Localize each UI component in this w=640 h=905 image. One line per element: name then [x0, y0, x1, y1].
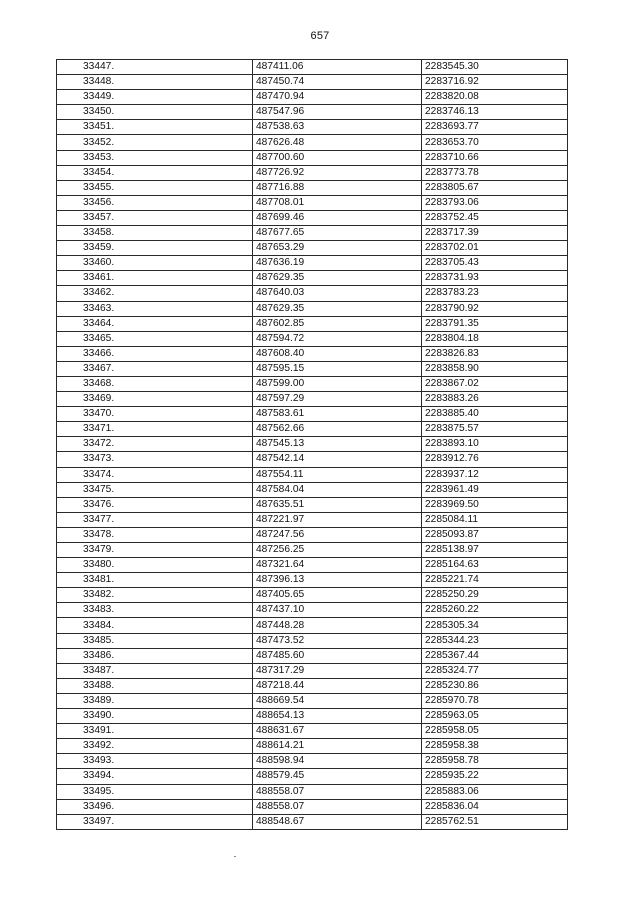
x-coordinate-cell: 487677.65 [253, 226, 422, 241]
point-id-cell: 33458. [57, 226, 253, 241]
x-coordinate-cell: 487583.61 [253, 407, 422, 422]
table-row [57, 195, 568, 210]
x-coordinate-cell: 488558.07 [253, 784, 422, 799]
point-id-cell: 33488. [57, 678, 253, 693]
y-coordinate-cell: 2283793.06 [422, 195, 568, 210]
table-row [57, 739, 568, 754]
x-coordinate-cell: 487542.14 [253, 452, 422, 467]
x-coordinate-cell: 487485.60 [253, 648, 422, 663]
point-id-cell: 33494. [57, 769, 253, 784]
point-id-cell: 33462. [57, 286, 253, 301]
point-id-cell: 33491. [57, 724, 253, 739]
point-id-cell: 33477. [57, 512, 253, 527]
table-row [57, 814, 568, 829]
y-coordinate-cell: 2285324.77 [422, 663, 568, 678]
coordinates-table [56, 59, 568, 830]
point-id-cell: 33490. [57, 709, 253, 724]
table-row [57, 135, 568, 150]
table-row [57, 376, 568, 391]
y-coordinate-cell: 2285260.22 [422, 603, 568, 618]
y-coordinate-cell: 2285958.78 [422, 754, 568, 769]
point-id-cell: 33448. [57, 75, 253, 90]
point-id-cell: 33457. [57, 210, 253, 225]
x-coordinate-cell: 487597.29 [253, 392, 422, 407]
x-coordinate-cell: 487608.40 [253, 346, 422, 361]
point-id-cell: 33473. [57, 452, 253, 467]
y-coordinate-cell: 2283893.10 [422, 437, 568, 452]
table-row [57, 588, 568, 603]
table-row [57, 678, 568, 693]
coordinates-table-body [57, 60, 568, 830]
table-row [57, 693, 568, 708]
table-row [57, 482, 568, 497]
table-row [57, 60, 568, 75]
y-coordinate-cell: 2283717.39 [422, 226, 568, 241]
point-id-cell: 33476. [57, 497, 253, 512]
y-coordinate-cell: 2283716.92 [422, 75, 568, 90]
point-id-cell: 33492. [57, 739, 253, 754]
table-row [57, 407, 568, 422]
x-coordinate-cell: 487473.52 [253, 633, 422, 648]
x-coordinate-cell: 488631.67 [253, 724, 422, 739]
x-coordinate-cell: 487700.60 [253, 150, 422, 165]
table-row [57, 754, 568, 769]
x-coordinate-cell: 488548.67 [253, 814, 422, 829]
table-row [57, 256, 568, 271]
point-id-cell: 33481. [57, 573, 253, 588]
point-id-cell: 33447. [57, 60, 253, 75]
point-id-cell: 33470. [57, 407, 253, 422]
point-id-cell: 33472. [57, 437, 253, 452]
point-id-cell: 33453. [57, 150, 253, 165]
point-id-cell: 33452. [57, 135, 253, 150]
x-coordinate-cell: 487448.28 [253, 618, 422, 633]
y-coordinate-cell: 2283826.83 [422, 346, 568, 361]
y-coordinate-cell: 2285970.78 [422, 693, 568, 708]
x-coordinate-cell: 488579.45 [253, 769, 422, 784]
x-coordinate-cell: 487599.00 [253, 376, 422, 391]
point-id-cell: 33461. [57, 271, 253, 286]
x-coordinate-cell: 487221.97 [253, 512, 422, 527]
x-coordinate-cell: 488654.13 [253, 709, 422, 724]
table-row [57, 799, 568, 814]
x-coordinate-cell: 488614.21 [253, 739, 422, 754]
scan-speck [234, 856, 236, 857]
y-coordinate-cell: 2283752.45 [422, 210, 568, 225]
table-row [57, 558, 568, 573]
table-row [57, 527, 568, 542]
table-row [57, 210, 568, 225]
point-id-cell: 33463. [57, 301, 253, 316]
y-coordinate-cell: 2285935.22 [422, 769, 568, 784]
x-coordinate-cell: 487396.13 [253, 573, 422, 588]
table-row [57, 709, 568, 724]
y-coordinate-cell: 2283805.67 [422, 180, 568, 195]
x-coordinate-cell: 487595.15 [253, 361, 422, 376]
point-id-cell: 33451. [57, 120, 253, 135]
y-coordinate-cell: 2285164.63 [422, 558, 568, 573]
table-row [57, 286, 568, 301]
table-row [57, 150, 568, 165]
x-coordinate-cell: 487699.46 [253, 210, 422, 225]
point-id-cell: 33489. [57, 693, 253, 708]
y-coordinate-cell: 2283804.18 [422, 331, 568, 346]
table-row [57, 648, 568, 663]
point-id-cell: 33466. [57, 346, 253, 361]
point-id-cell: 33497. [57, 814, 253, 829]
point-id-cell: 33487. [57, 663, 253, 678]
y-coordinate-cell: 2283783.23 [422, 286, 568, 301]
x-coordinate-cell: 487321.64 [253, 558, 422, 573]
x-coordinate-cell: 487708.01 [253, 195, 422, 210]
x-coordinate-cell: 487653.29 [253, 241, 422, 256]
point-id-cell: 33460. [57, 256, 253, 271]
y-coordinate-cell: 2283883.26 [422, 392, 568, 407]
table-row [57, 452, 568, 467]
y-coordinate-cell: 2283731.93 [422, 271, 568, 286]
x-coordinate-cell: 487538.63 [253, 120, 422, 135]
x-coordinate-cell: 487584.04 [253, 482, 422, 497]
point-id-cell: 33455. [57, 180, 253, 195]
table-row [57, 573, 568, 588]
point-id-cell: 33474. [57, 467, 253, 482]
y-coordinate-cell: 2285367.44 [422, 648, 568, 663]
x-coordinate-cell: 487602.85 [253, 316, 422, 331]
point-id-cell: 33480. [57, 558, 253, 573]
x-coordinate-cell: 487405.65 [253, 588, 422, 603]
table-row [57, 512, 568, 527]
y-coordinate-cell: 2283746.13 [422, 105, 568, 120]
table-row [57, 226, 568, 241]
table-row [57, 180, 568, 195]
table-row [57, 75, 568, 90]
point-id-cell: 33483. [57, 603, 253, 618]
y-coordinate-cell: 2283858.90 [422, 361, 568, 376]
point-id-cell: 33478. [57, 527, 253, 542]
x-coordinate-cell: 487218.44 [253, 678, 422, 693]
x-coordinate-cell: 487716.88 [253, 180, 422, 195]
y-coordinate-cell: 2285084.11 [422, 512, 568, 527]
y-coordinate-cell: 2285093.87 [422, 527, 568, 542]
y-coordinate-cell: 2285305.34 [422, 618, 568, 633]
y-coordinate-cell: 2285230.86 [422, 678, 568, 693]
x-coordinate-cell: 487256.25 [253, 543, 422, 558]
point-id-cell: 33468. [57, 376, 253, 391]
point-id-cell: 33449. [57, 90, 253, 105]
y-coordinate-cell: 2285883.06 [422, 784, 568, 799]
table-row [57, 392, 568, 407]
point-id-cell: 33479. [57, 543, 253, 558]
y-coordinate-cell: 2283820.08 [422, 90, 568, 105]
table-row [57, 784, 568, 799]
point-id-cell: 33465. [57, 331, 253, 346]
x-coordinate-cell: 487640.03 [253, 286, 422, 301]
point-id-cell: 33484. [57, 618, 253, 633]
point-id-cell: 33493. [57, 754, 253, 769]
point-id-cell: 33496. [57, 799, 253, 814]
x-coordinate-cell: 488669.54 [253, 693, 422, 708]
x-coordinate-cell: 487726.92 [253, 165, 422, 180]
x-coordinate-cell: 487247.56 [253, 527, 422, 542]
page-number: 657 [310, 30, 330, 42]
table-row [57, 603, 568, 618]
y-coordinate-cell: 2283867.02 [422, 376, 568, 391]
x-coordinate-cell: 487437.10 [253, 603, 422, 618]
x-coordinate-cell: 487635.51 [253, 497, 422, 512]
table-row [57, 422, 568, 437]
x-coordinate-cell: 487450.74 [253, 75, 422, 90]
point-id-cell: 33482. [57, 588, 253, 603]
y-coordinate-cell: 2285221.74 [422, 573, 568, 588]
x-coordinate-cell: 487317.29 [253, 663, 422, 678]
point-id-cell: 33486. [57, 648, 253, 663]
y-coordinate-cell: 2283702.01 [422, 241, 568, 256]
x-coordinate-cell: 487554.11 [253, 467, 422, 482]
table-row [57, 618, 568, 633]
y-coordinate-cell: 2285344.23 [422, 633, 568, 648]
x-coordinate-cell: 487594.72 [253, 331, 422, 346]
table-row [57, 633, 568, 648]
table-row [57, 120, 568, 135]
table-row [57, 90, 568, 105]
table-row [57, 331, 568, 346]
table-row [57, 105, 568, 120]
y-coordinate-cell: 2283545.30 [422, 60, 568, 75]
table-row [57, 241, 568, 256]
y-coordinate-cell: 2283875.57 [422, 422, 568, 437]
table-row [57, 165, 568, 180]
point-id-cell: 33469. [57, 392, 253, 407]
y-coordinate-cell: 2285250.29 [422, 588, 568, 603]
y-coordinate-cell: 2285958.05 [422, 724, 568, 739]
point-id-cell: 33464. [57, 316, 253, 331]
point-id-cell: 33454. [57, 165, 253, 180]
x-coordinate-cell: 487636.19 [253, 256, 422, 271]
x-coordinate-cell: 488558.07 [253, 799, 422, 814]
y-coordinate-cell: 2285963.05 [422, 709, 568, 724]
table-row [57, 316, 568, 331]
y-coordinate-cell: 2283885.40 [422, 407, 568, 422]
x-coordinate-cell: 487470.94 [253, 90, 422, 105]
x-coordinate-cell: 487411.06 [253, 60, 422, 75]
y-coordinate-cell: 2283693.77 [422, 120, 568, 135]
point-id-cell: 33450. [57, 105, 253, 120]
y-coordinate-cell: 2283791.35 [422, 316, 568, 331]
y-coordinate-cell: 2283961.49 [422, 482, 568, 497]
y-coordinate-cell: 2285836.04 [422, 799, 568, 814]
table-row [57, 361, 568, 376]
y-coordinate-cell: 2283653.70 [422, 135, 568, 150]
y-coordinate-cell: 2285958.38 [422, 739, 568, 754]
y-coordinate-cell: 2283790.92 [422, 301, 568, 316]
x-coordinate-cell: 487547.96 [253, 105, 422, 120]
table-row [57, 301, 568, 316]
x-coordinate-cell: 487629.35 [253, 271, 422, 286]
x-coordinate-cell: 487545.13 [253, 437, 422, 452]
y-coordinate-cell: 2283773.78 [422, 165, 568, 180]
y-coordinate-cell: 2283710.66 [422, 150, 568, 165]
point-id-cell: 33485. [57, 633, 253, 648]
table-row [57, 437, 568, 452]
point-id-cell: 33471. [57, 422, 253, 437]
y-coordinate-cell: 2283969.50 [422, 497, 568, 512]
y-coordinate-cell: 2283912.76 [422, 452, 568, 467]
y-coordinate-cell: 2285138.97 [422, 543, 568, 558]
table-row [57, 543, 568, 558]
table-row [57, 346, 568, 361]
y-coordinate-cell: 2283937.12 [422, 467, 568, 482]
table-row [57, 497, 568, 512]
point-id-cell: 33456. [57, 195, 253, 210]
table-row [57, 271, 568, 286]
point-id-cell: 33467. [57, 361, 253, 376]
point-id-cell: 33495. [57, 784, 253, 799]
x-coordinate-cell: 487626.48 [253, 135, 422, 150]
y-coordinate-cell: 2285762.51 [422, 814, 568, 829]
y-coordinate-cell: 2283705.43 [422, 256, 568, 271]
table-row [57, 724, 568, 739]
point-id-cell: 33459. [57, 241, 253, 256]
x-coordinate-cell: 488598.94 [253, 754, 422, 769]
x-coordinate-cell: 487562.66 [253, 422, 422, 437]
x-coordinate-cell: 487629.35 [253, 301, 422, 316]
table-row [57, 663, 568, 678]
point-id-cell: 33475. [57, 482, 253, 497]
table-row [57, 467, 568, 482]
table-row [57, 769, 568, 784]
